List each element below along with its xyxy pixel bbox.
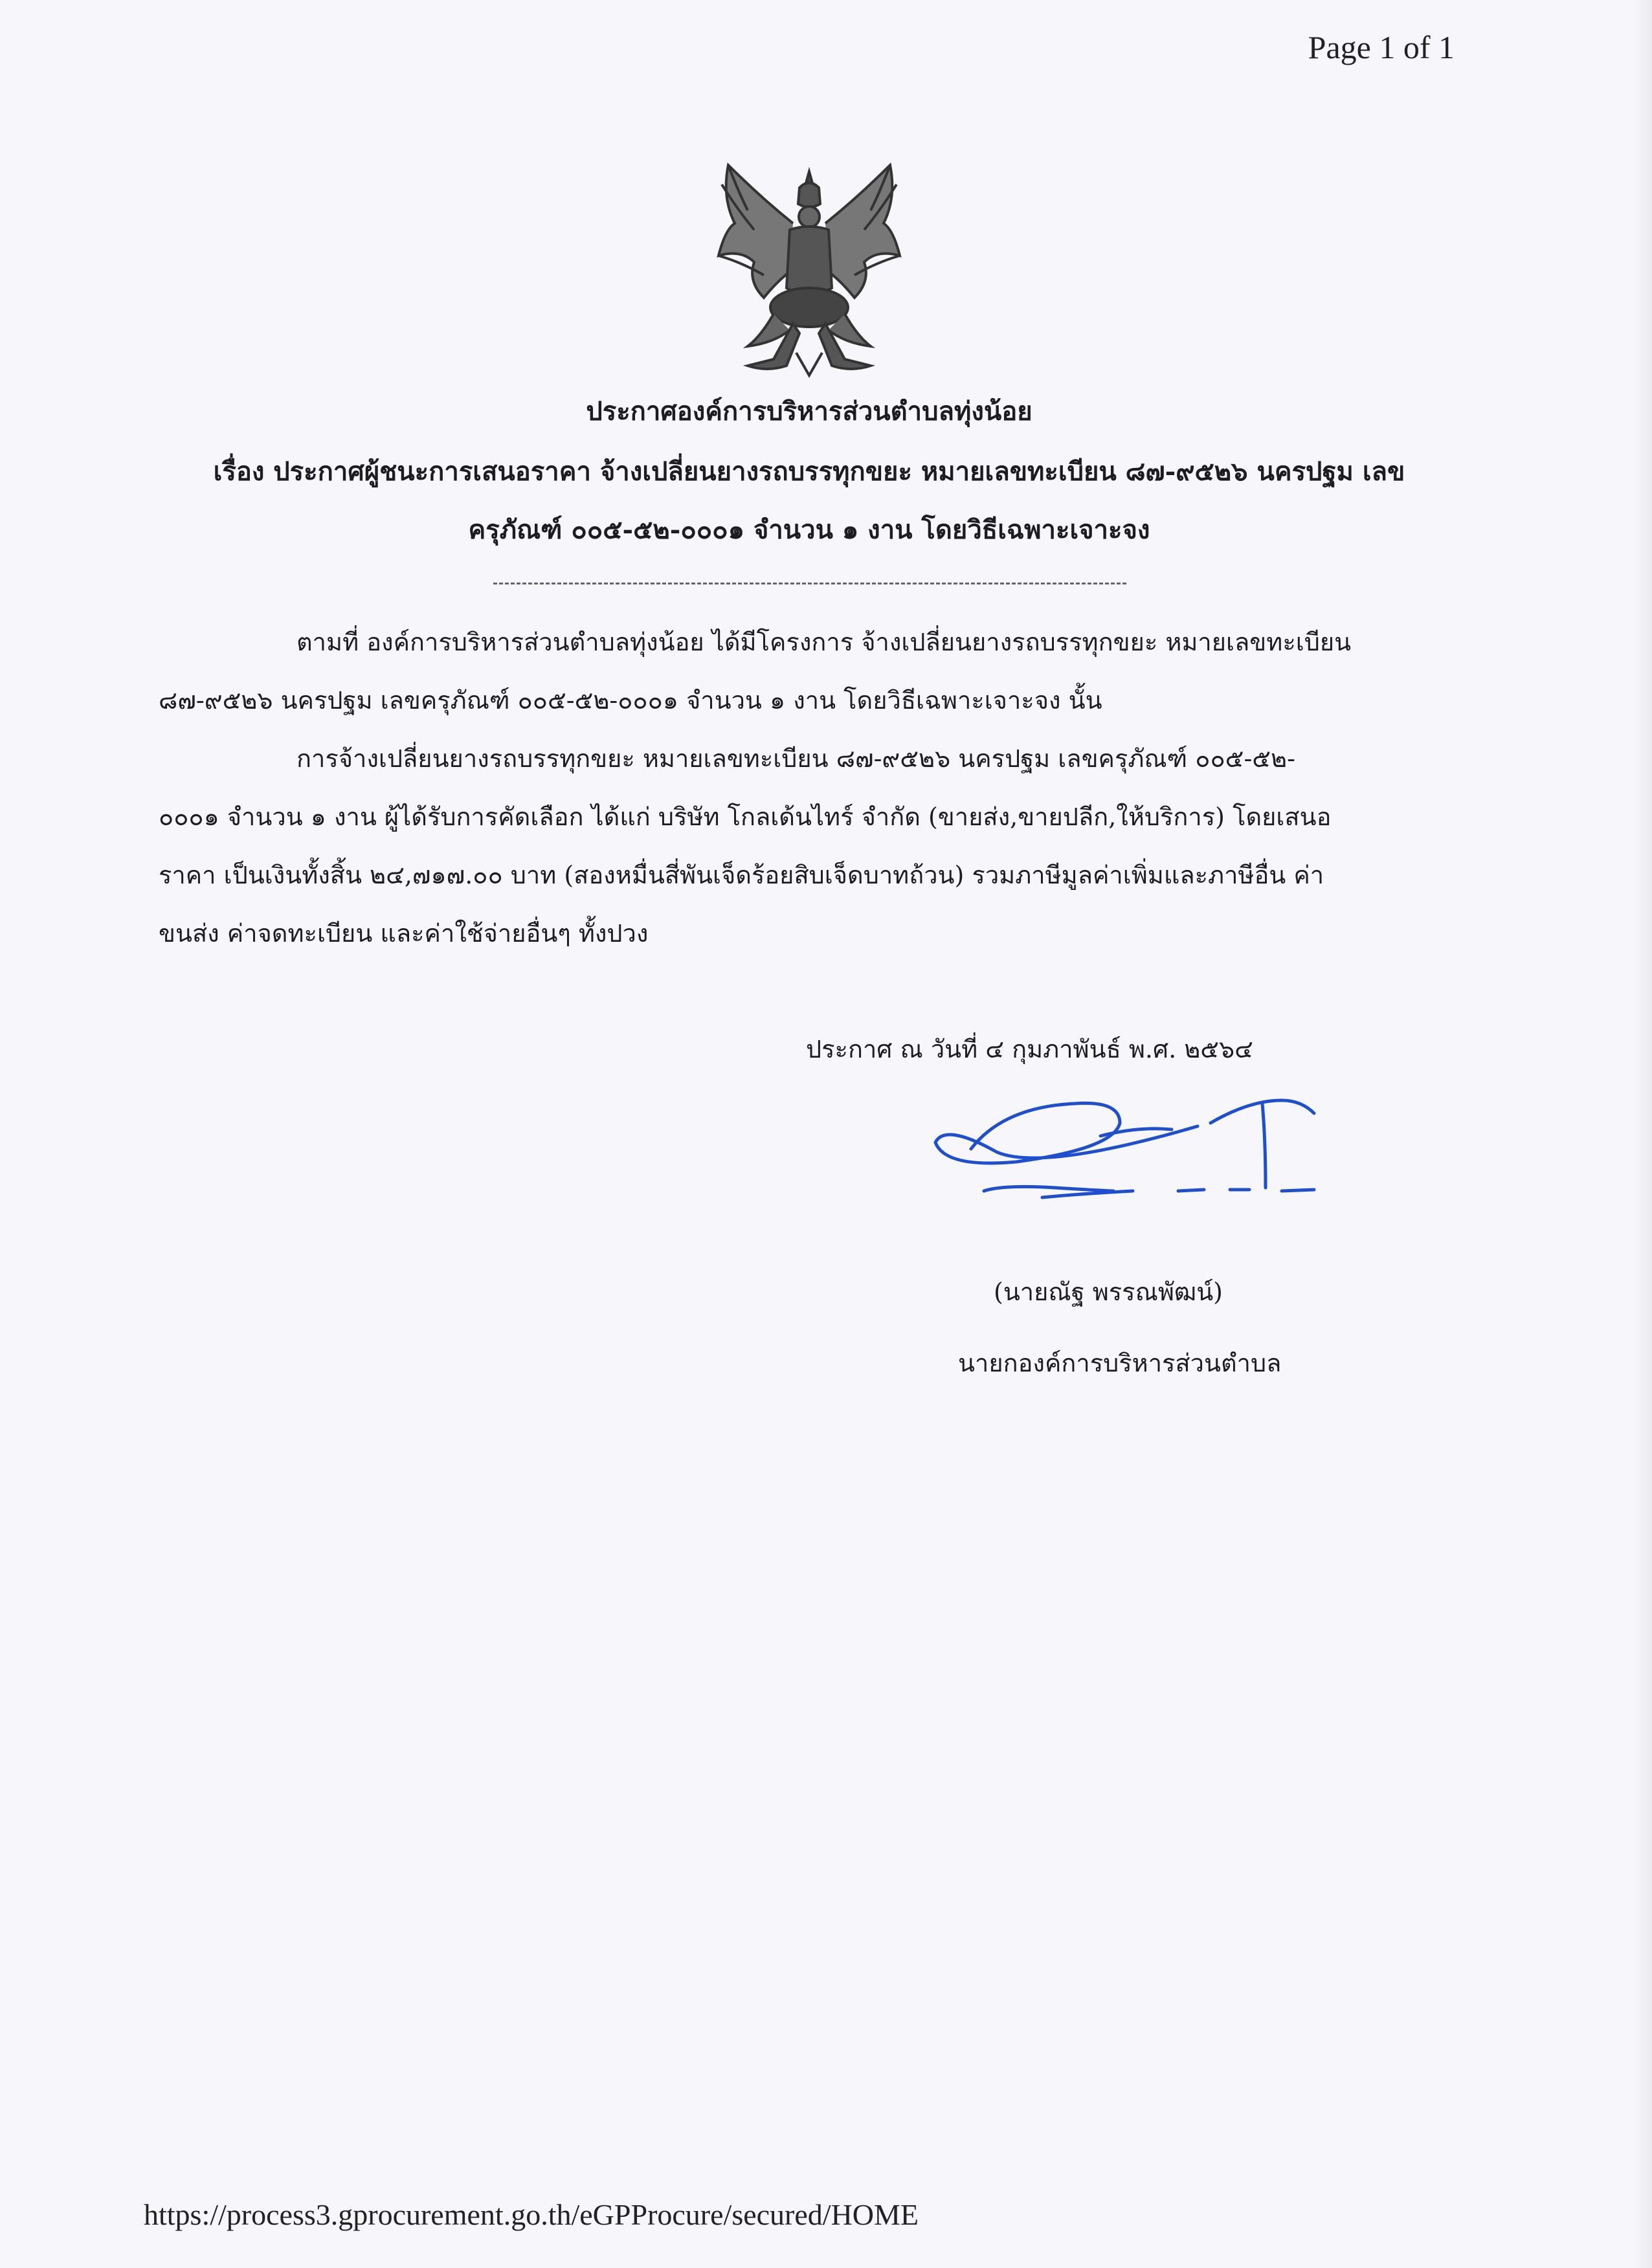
body-paragraph-2-line-2: ๐๐๐๑ จำนวน ๑ งาน ผู้ได้รับการคัดเลือก ได้แก่ บริษัท โกลเด้นไทร์ จำกัด (ขายส่ง,ขายปลีก,ให้บริการ) โดยเสนอ: [159, 803, 1332, 831]
page-number: Page 1 of 1: [1308, 29, 1455, 65]
dashed-divider: [493, 583, 1126, 584]
garuda-emblem-icon: [702, 159, 916, 382]
body-paragraph-2-line-4: ขนส่ง ค่าจดทะเบียน และค่าใช้จ่ายอื่นๆ ทั้งปวง: [159, 919, 649, 948]
footer-url: https://process3.gprocurement.go.th/eGPProcure/secured/HOME: [144, 2198, 919, 2231]
signer-position: นายกองค์การบริหารส่วนตำบล: [958, 1349, 1282, 1377]
signer-name: (นายณัฐ พรรณพัฒน์): [994, 1278, 1223, 1306]
subject-line-1: เรื่อง ประกาศผู้ชนะการเสนอราคา จ้างเปลี่ยนยางรถบรรทุกขยะ หมายเลขทะเบียน ๘๗-๙๕๒๖ นครปฐม เลข: [213, 456, 1405, 487]
announcement-date: ประกาศ ณ วันที่ ๔ กุมภาพันธ์ พ.ศ. ๒๕๖๔: [806, 1035, 1253, 1063]
body-paragraph-1-line-2: ๘๗-๙๕๒๖ นครปฐม เลขครุภัณฑ์ ๐๐๕-๕๒-๐๐๐๑ จำนวน ๑ งาน โดยวิธีเฉพาะเจาะจง นั้น: [159, 686, 1102, 715]
subject-line-2: ครุภัณฑ์ ๐๐๕-๕๒-๐๐๐๑ จำนวน ๑ งาน โดยวิธีเฉพาะเจาะจง: [468, 515, 1150, 545]
announcement-title: ประกาศองค์การบริหารส่วนตำบลทุ่งน้อย: [586, 396, 1032, 427]
page-edge-shadow: [1634, 0, 1652, 2268]
body-paragraph-2-line-1: การจ้างเปลี่ยนยางรถบรรทุกขยะ หมายเลขทะเบียน ๘๗-๙๕๒๖ นครปฐม เลขครุภัณฑ์ ๐๐๕-๕๒-: [296, 744, 1295, 773]
body-paragraph-2-line-3: ราคา เป็นเงินทั้งสิ้น ๒๔,๗๑๗.๐๐ บาท (สองหมื่นสี่พันเจ็ดร้อยสิบเจ็ดบาทถ้วน) รวมภาษีมูลค่าเพิ่มและภาษีอื่น ค่า: [159, 861, 1324, 889]
body-paragraph-1-line-1: ตามที่ องค์การบริหารส่วนตำบลทุ่งน้อย ได้มีโครงการ จ้างเปลี่ยนยางรถบรรทุกขยะ หมายเลขทะเบียน: [296, 628, 1352, 656]
signature-icon: [926, 1087, 1366, 1217]
